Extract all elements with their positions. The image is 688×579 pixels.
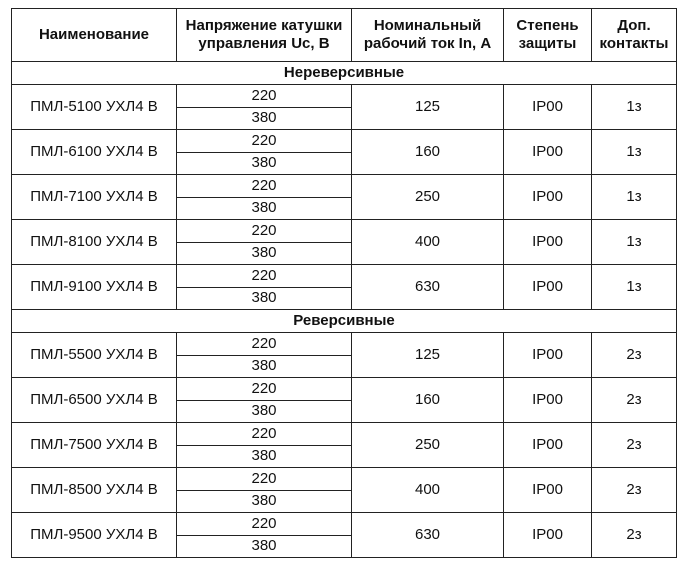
protection-value: IP00 xyxy=(504,175,592,220)
voltage-value: 380 xyxy=(177,355,352,378)
table-row xyxy=(12,130,677,153)
model-name: ПМЛ-7100 УХЛ4 В xyxy=(12,175,177,220)
current-value: 630 xyxy=(352,265,504,310)
current-value: 630 xyxy=(352,513,504,558)
header-row xyxy=(12,9,677,62)
table-row xyxy=(12,378,677,401)
voltage-value: 380 xyxy=(177,197,352,220)
contacts-value: 1з xyxy=(592,85,677,130)
model-name: ПМЛ-8100 УХЛ4 В xyxy=(12,220,177,265)
voltage-value: 380 xyxy=(177,287,352,310)
protection-value: IP00 xyxy=(504,85,592,130)
model-name: ПМЛ-5100 УХЛ4 В xyxy=(12,85,177,130)
current-value: 400 xyxy=(352,220,504,265)
table-row xyxy=(12,85,677,108)
current-value: 160 xyxy=(352,378,504,423)
protection-value: IP00 xyxy=(504,130,592,175)
voltage-value: 220 xyxy=(177,220,352,243)
header-name: Наименование xyxy=(12,9,177,62)
table-body xyxy=(12,62,677,558)
voltage-value: 380 xyxy=(177,242,352,265)
protection-value: IP00 xyxy=(504,423,592,468)
model-name: ПМЛ-9100 УХЛ4 В xyxy=(12,265,177,310)
protection-value: IP00 xyxy=(504,468,592,513)
voltage-value: 380 xyxy=(177,107,352,130)
contacts-value: 1з xyxy=(592,265,677,310)
header-current: Номинальный рабочий ток In, А xyxy=(352,9,504,62)
spec-table xyxy=(11,8,677,558)
current-value: 250 xyxy=(352,175,504,220)
voltage-value: 220 xyxy=(177,85,352,108)
voltage-value: 380 xyxy=(177,400,352,423)
contacts-value: 2з xyxy=(592,333,677,378)
model-name: ПМЛ-9500 УХЛ4 В xyxy=(12,513,177,558)
contacts-value: 1з xyxy=(592,175,677,220)
current-value: 160 xyxy=(352,130,504,175)
current-value: 125 xyxy=(352,333,504,378)
model-name: ПМЛ-5500 УХЛ4 В xyxy=(12,333,177,378)
table-row xyxy=(12,265,677,288)
header-voltage: Напряжение катушки управления Uc, В xyxy=(177,9,352,62)
contacts-value: 2з xyxy=(592,423,677,468)
contacts-value: 2з xyxy=(592,378,677,423)
voltage-value: 220 xyxy=(177,333,352,356)
voltage-value: 380 xyxy=(177,152,352,175)
model-name: ПМЛ-6500 УХЛ4 В xyxy=(12,378,177,423)
contacts-value: 2з xyxy=(592,513,677,558)
contacts-value: 1з xyxy=(592,220,677,265)
protection-value: IP00 xyxy=(504,378,592,423)
voltage-value: 380 xyxy=(177,535,352,558)
section-row xyxy=(12,310,677,333)
section-title: Нереверсивные xyxy=(12,62,677,85)
model-name: ПМЛ-8500 УХЛ4 В xyxy=(12,468,177,513)
table-row xyxy=(12,333,677,356)
current-value: 250 xyxy=(352,423,504,468)
current-value: 400 xyxy=(352,468,504,513)
voltage-value: 220 xyxy=(177,175,352,198)
voltage-value: 220 xyxy=(177,513,352,536)
protection-value: IP00 xyxy=(504,220,592,265)
voltage-value: 220 xyxy=(177,378,352,401)
model-name: ПМЛ-6100 УХЛ4 В xyxy=(12,130,177,175)
section-row xyxy=(12,62,677,85)
voltage-value: 380 xyxy=(177,490,352,513)
contacts-value: 2з xyxy=(592,468,677,513)
section-title: Реверсивные xyxy=(12,310,677,333)
header-contacts: Доп. контакты xyxy=(592,9,677,62)
table-row xyxy=(12,423,677,446)
model-name: ПМЛ-7500 УХЛ4 В xyxy=(12,423,177,468)
voltage-value: 380 xyxy=(177,445,352,468)
voltage-value: 220 xyxy=(177,468,352,491)
table-row xyxy=(12,468,677,491)
protection-value: IP00 xyxy=(504,265,592,310)
table-row xyxy=(12,220,677,243)
header-protection: Степень защиты xyxy=(504,9,592,62)
table-row xyxy=(12,513,677,536)
protection-value: IP00 xyxy=(504,513,592,558)
voltage-value: 220 xyxy=(177,130,352,153)
voltage-value: 220 xyxy=(177,423,352,446)
current-value: 125 xyxy=(352,85,504,130)
protection-value: IP00 xyxy=(504,333,592,378)
contacts-value: 1з xyxy=(592,130,677,175)
table-row xyxy=(12,175,677,198)
voltage-value: 220 xyxy=(177,265,352,288)
